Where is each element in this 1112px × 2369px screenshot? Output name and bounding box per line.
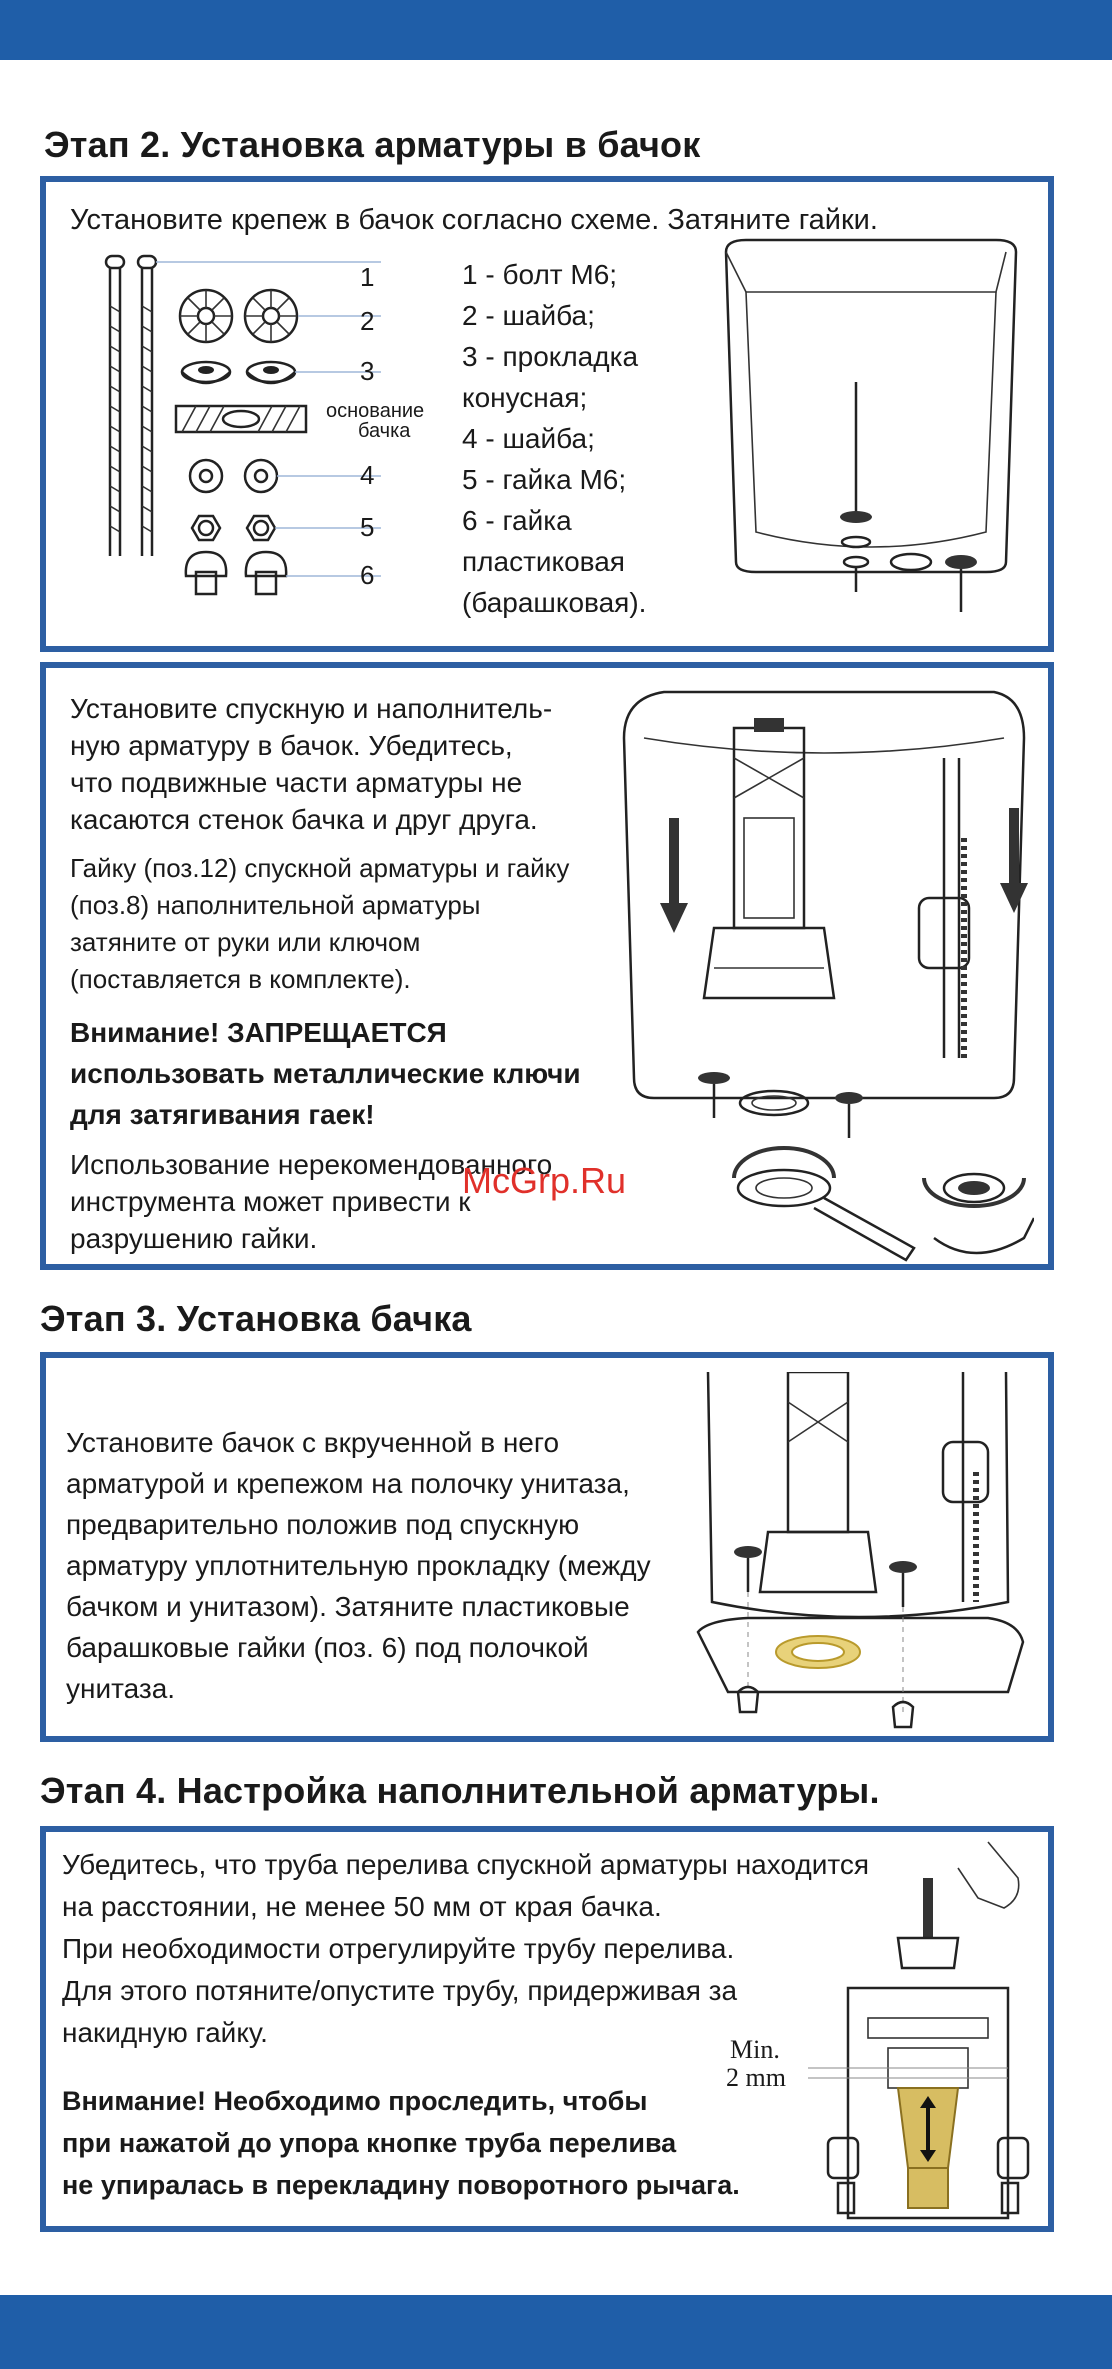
stage3-text: Установите бачок с вкрученной в него арматурой и крепежом на полочку унитаза, предварительно положив под спускную арматуру уплотнительную прокладку (между бачком и унитазом). Затяните пластиковые барашковые гайки (поз. 6) под полочкой унитаза. — [66, 1427, 651, 1704]
box2-text-a: Установите спускную и наполнитель- ную арматуру в бачок. Убедитесь, что подвижные части арматуры не касаются стенок бачка и друг друга. — [70, 693, 553, 835]
stage2-title: Этап 2. Установка арматуры в бачок — [44, 124, 701, 165]
stage4-title: Этап 4. Настройка наполнительной арматуры. — [40, 1770, 880, 1811]
stage4-text: Убедитесь, что труба перелива спускной арматуры находится на расстоянии, не менее 50 мм от края бачка. При необходимости отрегулируйте трубу перелива. Для этого потяните/опустите трубу, придерживая за накидную гайку. — [62, 1849, 870, 2048]
mm-label: 2 mm — [726, 2063, 786, 2092]
box2-text-b: Гайку (поз.12) спускной арматуры и гайку (поз.8) наполнительной арматуры затяните от руки или ключом (поставляется в комплекте). — [70, 853, 570, 994]
bottom-bar — [0, 2295, 1112, 2369]
box2-warning-tail: Использование нерекомендованного инструмента может привести к разрушению гайки. — [70, 1149, 553, 1254]
tank-illustration — [706, 232, 1036, 632]
label-1: 1 — [360, 262, 375, 292]
fill-valve-icon — [919, 758, 969, 1058]
label-4: 4 — [360, 460, 375, 490]
label-3: 3 — [360, 356, 375, 386]
top-bar — [0, 0, 1112, 60]
box2-warning: Внимание! ЗАПРЕЩАЕТСЯ использовать металлические ключи для затягивания гаек! — [70, 1017, 581, 1130]
label-5: 5 — [360, 512, 375, 542]
stage4-warning: Внимание! Необходимо проследить, чтобы при нажатой до упора кнопке труба перелива не упиралась в перекладину поворотного рычага. — [62, 2086, 740, 2200]
parts-legend: 1 - болт М6; 2 - шайба; 3 - прокладка конусная; 4 - шайба; 5 - гайка М6; 6 - гайка пластиковая (барашковая). — [462, 259, 647, 618]
base-label-2: бачка — [358, 420, 411, 442]
bolt-icon — [106, 256, 156, 556]
tank-base-icon — [176, 406, 306, 432]
watermark: McGrp.Ru — [462, 1160, 627, 1201]
hand-nut-icon — [924, 1174, 1034, 1253]
label-6: 6 — [360, 560, 375, 590]
cone-gasket-icon — [182, 362, 295, 383]
hex-nut-icon — [192, 516, 275, 540]
washer-icon — [180, 290, 297, 342]
base-label: основание — [326, 400, 425, 422]
overflow-pipe-illustration — [808, 1838, 1048, 2228]
stage2-box1-intro: Установите крепеж в бачок согласно схеме. Затяните гайки. — [70, 204, 878, 236]
valves-illustration — [614, 678, 1034, 1268]
tank-mounting-illustration — [688, 1372, 1028, 1732]
stage4-box — [40, 1826, 1054, 2232]
stage3-box — [40, 1352, 1054, 1742]
label-2: 2 — [360, 306, 375, 336]
wing-nut-icon — [186, 552, 286, 594]
stage3-title: Этап 3. Установка бачка — [40, 1298, 472, 1339]
flush-valve-icon — [704, 718, 834, 998]
min-label: Min. — [730, 2035, 780, 2064]
wrench-icon — [734, 1148, 914, 1260]
stage2-box-fasteners — [40, 176, 1054, 652]
flat-washer-icon — [190, 460, 277, 492]
